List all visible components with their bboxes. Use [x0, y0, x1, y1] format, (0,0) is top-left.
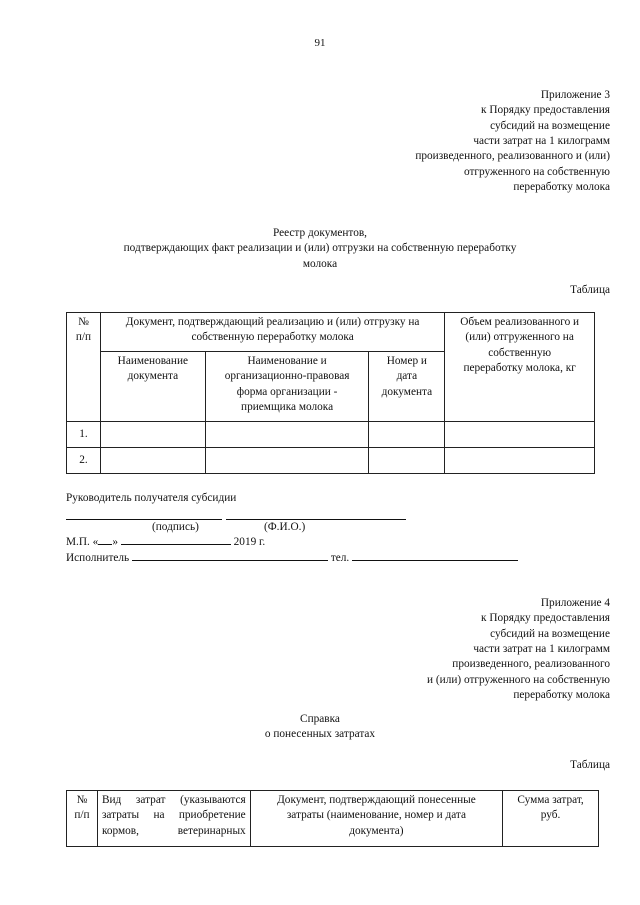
certificate-table-caption: Таблица [570, 759, 610, 771]
table-cell [369, 448, 445, 474]
registry-table-caption: Таблица [570, 284, 610, 296]
table-row [67, 448, 595, 474]
year-label: 2019 г. [233, 536, 266, 548]
col-header-doc-number-date: Номер и дата документа [369, 352, 445, 422]
table-cell [205, 422, 369, 448]
executor-label: Исполнитель [66, 552, 130, 564]
col-header-organization: Наименование и организационно-правовая форма организации - приемщика молока [205, 352, 369, 422]
col-header-amount: Сумма затрат, руб. [503, 791, 599, 847]
fio-line [226, 519, 406, 520]
col-header-document-group: Документ, подтверждающий реализацию и (или) отгрузку на собственную переработку молока [100, 313, 444, 352]
table-cell [445, 448, 595, 474]
col-header-volume: Объем реализованного и (или) отгруженного на собственную переработку молока, кг [445, 313, 595, 422]
col-header-number: № п/п [67, 313, 101, 422]
certificate-title: Справка о понесенных затратах [264, 713, 376, 741]
month-blank [121, 544, 231, 545]
row-number: 1. [67, 422, 101, 448]
day-blank [98, 544, 112, 545]
table-cell [100, 422, 205, 448]
signature-caption: (подпись) [152, 521, 199, 533]
col-header-document-name: Наименование документа [100, 352, 205, 422]
phone-label: тел. [330, 552, 350, 564]
col-header-cost-type: Вид затрат (указываются затраты на приобретение кормов, ветеринарных [97, 791, 250, 847]
executor-blank [132, 560, 328, 561]
table-row [67, 422, 595, 448]
stamp-date-line [66, 535, 265, 550]
phone-blank [352, 560, 518, 561]
head-of-recipient-label: Руководитель получателя субсидии [66, 492, 237, 504]
registry-title: Реестр документов, подтверждающих факт реализации и (или) отгрузки на собственную переработку молока [123, 227, 517, 270]
stamp-label: М.П. « [66, 536, 99, 548]
stamp-quote: » [112, 536, 118, 548]
table-cell [100, 448, 205, 474]
page-number: 91 [314, 37, 326, 49]
appendix-3-header: Приложение 3 к Порядку предоставления субсидий на возмещение части затрат на 1 килограмм произведенного, реализованного и (или) отгруженного на собственную переработку молока [415, 89, 610, 194]
table-cell [369, 422, 445, 448]
table-cell [445, 422, 595, 448]
row-number: 2. [67, 448, 101, 474]
registry-table [66, 312, 595, 474]
executor-line [66, 551, 518, 566]
col-header-supporting-document: Документ, подтверждающий понесенные затраты (наименование, номер и дата документа) [250, 791, 502, 847]
table-cell [205, 448, 369, 474]
appendix-4-header: Приложение 4 к Порядку предоставления субсидий на возмещение части затрат на 1 килограмм произведенного, реализованного и (или) отгруженного на собственную переработку молока [427, 597, 610, 702]
fio-caption: (Ф.И.О.) [264, 521, 306, 533]
col-header-number: № п/п [67, 791, 98, 847]
costs-table [66, 790, 599, 847]
